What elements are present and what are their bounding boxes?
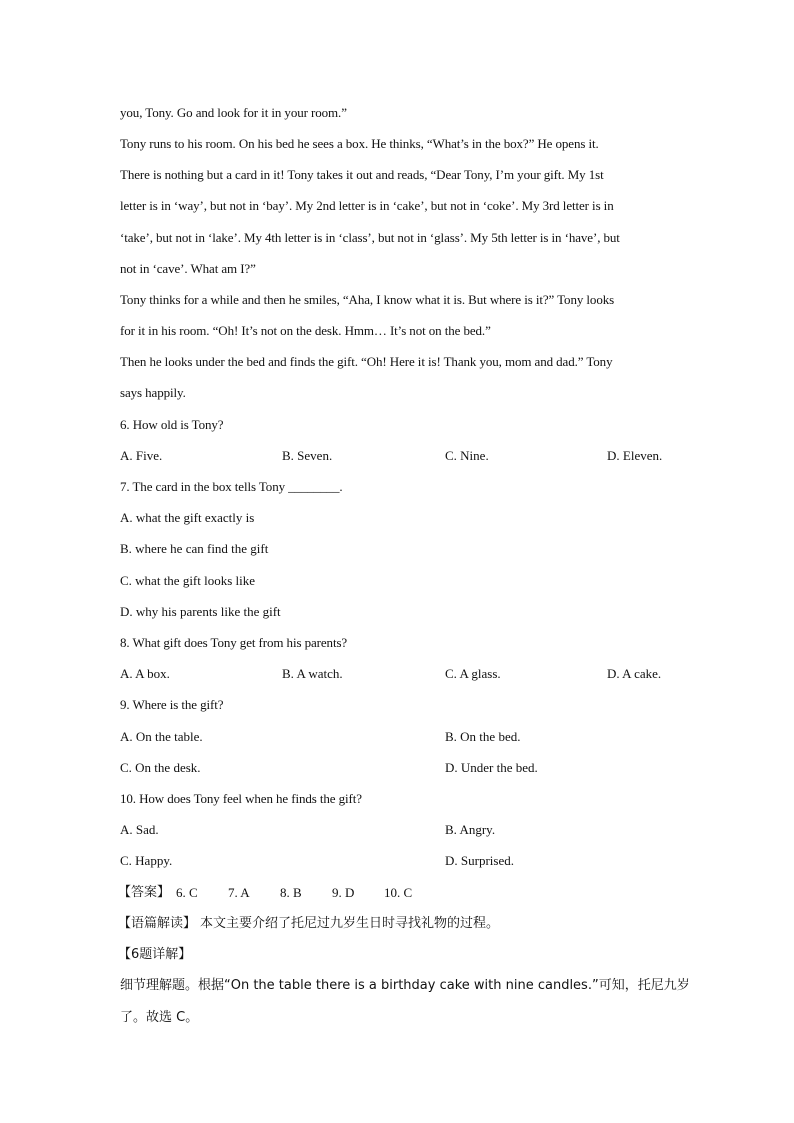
answer-item: 6. C <box>176 885 198 900</box>
question-stem: 9. Where is the gift? <box>120 697 224 712</box>
option-c: C. A glass. <box>445 666 501 681</box>
passage-line: There is nothing but a card in it! Tony takes it out and reads, “Dear Tony, I’m your gift. My 1st <box>120 167 604 182</box>
interpretation-text: 本文主要介绍了托尼过九岁生日时寻找礼物的过程。 <box>200 916 500 931</box>
question-stem: 8. What gift does Tony get from his parents? <box>120 635 348 650</box>
question-stem: 6. How old is Tony? <box>120 417 224 432</box>
interpretation-label: 【语篇解读】 <box>118 916 197 931</box>
detail-line: 细节理解题。根据“On the table there is a birthday cake with nine candles.”可知，托尼九岁 <box>120 978 690 993</box>
question-stem: 7. The card in the box tells Tony ________. <box>120 479 343 494</box>
option-b: B. On the bed. <box>445 729 521 744</box>
passage-line: ‘take’, but not in ‘lake’. My 4th letter is in ‘class’, but not in ‘glass’. My 5th letter is in ‘have’, but <box>120 230 620 245</box>
answer-item: 10. C <box>384 885 413 900</box>
option-d: D. Eleven. <box>607 448 663 463</box>
detail-line: 了。故选 C。 <box>120 1010 199 1025</box>
option-d: D. Surprised. <box>445 853 514 868</box>
answer-label: 【答案】 <box>118 885 171 900</box>
option-a: A. On the table. <box>120 729 203 744</box>
answer-item: 8. B <box>280 885 302 900</box>
detail-label: 【6题详解】 <box>118 947 192 962</box>
passage-line: you, Tony. Go and look for it in your room.” <box>120 105 347 120</box>
passage-line: Tony runs to his room. On his bed he sees a box. He thinks, “What’s in the box?” He opens it. <box>120 136 599 151</box>
passage-line: Then he looks under the bed and finds the gift. “Oh! Here it is! Thank you, mom and dad.” Tony <box>120 354 613 369</box>
option-c: C. what the gift looks like <box>120 573 256 588</box>
option-a: A. Sad. <box>120 822 159 837</box>
passage-line: says happily. <box>120 385 186 400</box>
option-b: B. Seven. <box>282 448 333 463</box>
passage-line: Tony thinks for a while and then he smiles, “Aha, I know what it is. But where is it?” Tony looks <box>120 292 615 307</box>
option-c: C. On the desk. <box>120 760 201 775</box>
option-c: C. Nine. <box>445 448 489 463</box>
option-c: C. Happy. <box>120 853 173 868</box>
option-a: A. Five. <box>120 448 163 463</box>
option-b: B. A watch. <box>282 666 343 681</box>
question-stem: 10. How does Tony feel when he finds the gift? <box>120 791 362 806</box>
option-a: A. A box. <box>120 666 170 681</box>
passage-line: letter is in ‘way’, but not in ‘bay’. My 2nd letter is in ‘cake’, but not in ‘coke’. My 3rd letter is in <box>120 198 614 213</box>
option-d: D. Under the bed. <box>445 760 538 775</box>
option-d: D. why his parents like the gift <box>120 604 281 619</box>
option-a: A. what the gift exactly is <box>120 510 255 525</box>
option-d: D. A cake. <box>607 666 662 681</box>
passage-line: for it in his room. “Oh! It’s not on the desk. Hmm… It’s not on the bed.” <box>120 323 491 338</box>
option-b: B. where he can find the gift <box>120 541 269 556</box>
option-b: B. Angry. <box>445 822 496 837</box>
answer-item: 9. D <box>332 885 355 900</box>
answer-item: 7. A <box>228 885 250 900</box>
passage-line: not in ‘cave’. What am I?” <box>120 261 256 276</box>
